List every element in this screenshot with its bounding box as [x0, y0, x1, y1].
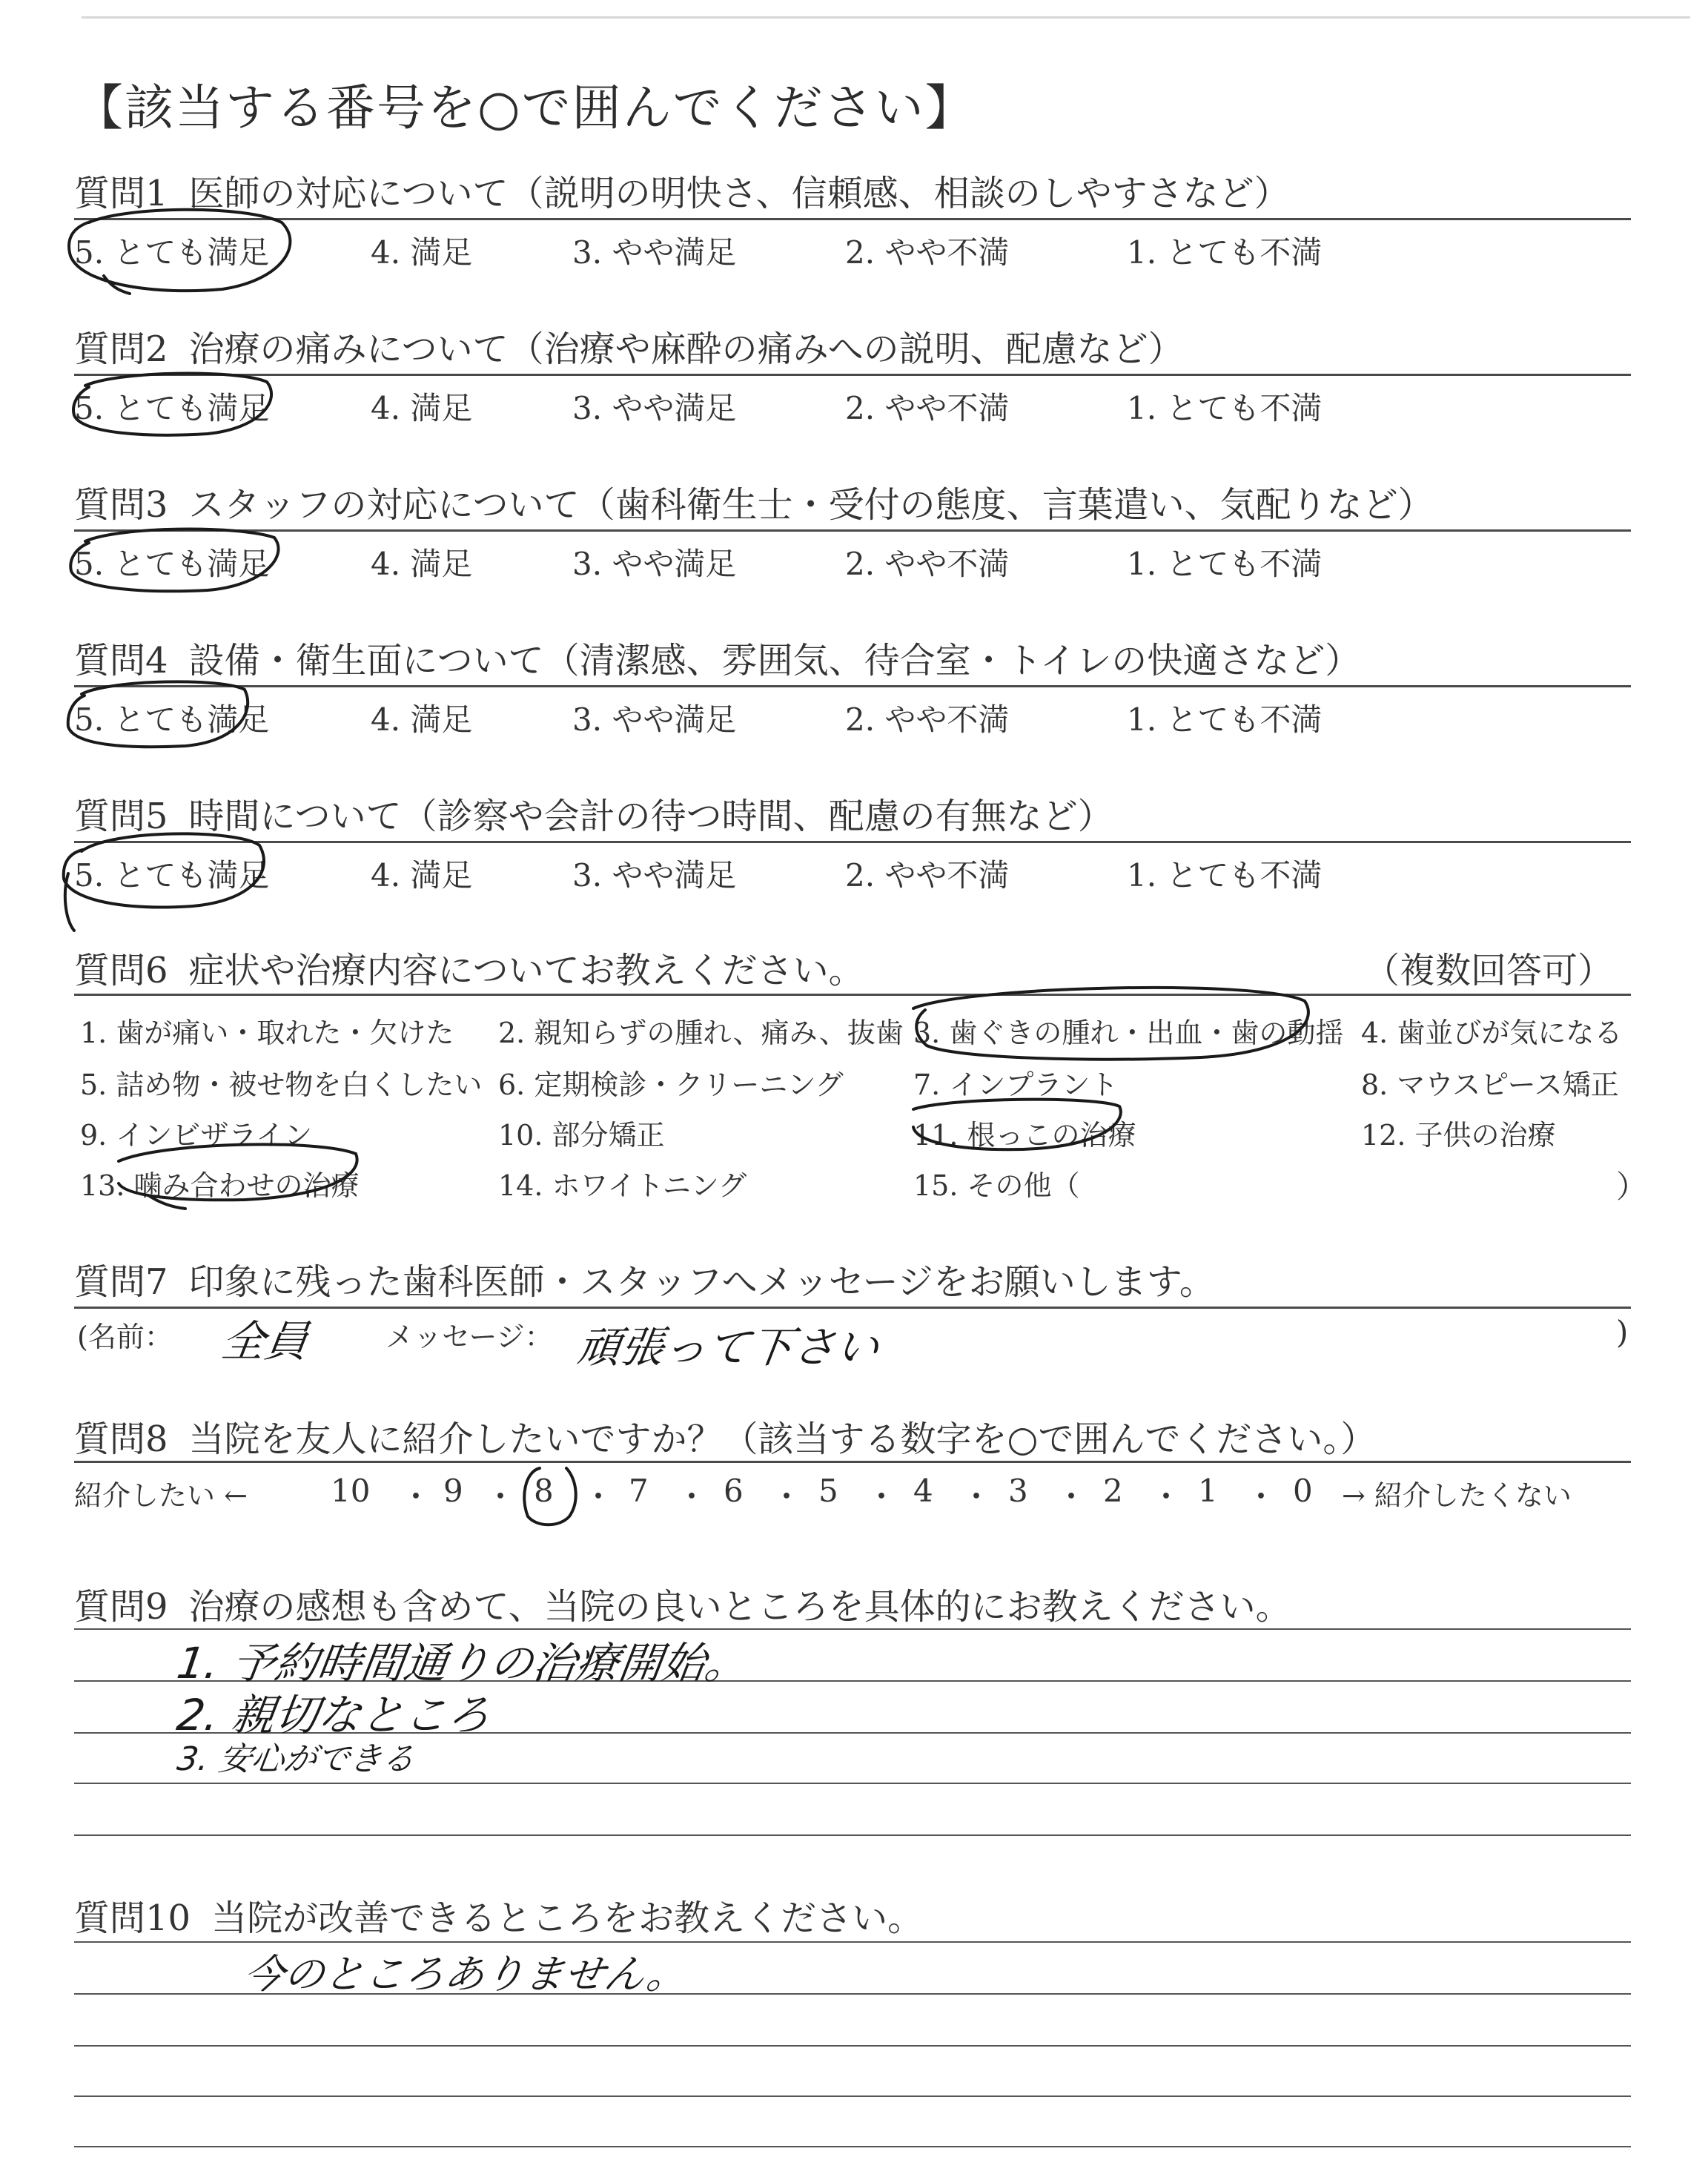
q4-option-5[interactable]: 5. とても満足: [74, 701, 270, 738]
q4-option-1[interactable]: 1. とても不満: [1127, 701, 1323, 738]
q1-option-4[interactable]: 4. 満足: [371, 234, 473, 271]
scale-0[interactable]: 0: [1293, 1473, 1313, 1509]
q6-item-13[interactable]: 13. 噛み合わせの治療: [80, 1169, 360, 1202]
q1-option-2[interactable]: 2. やや不満: [845, 234, 1010, 271]
q6-item-15[interactable]: 15. その他（: [913, 1169, 1080, 1202]
question-4: [74, 632, 1360, 683]
q6-item-1[interactable]: 1. 歯が痛い・取れた・欠けた: [80, 1017, 454, 1049]
q2-option-2[interactable]: 2. やや不満: [845, 390, 1010, 426]
writing-line: [74, 2095, 1631, 2097]
writing-line: [74, 1834, 1631, 1836]
scale-dot: ・: [1245, 1479, 1277, 1515]
question-8: [74, 1410, 1376, 1462]
scale-8[interactable]: 8: [534, 1473, 554, 1509]
q3-option-5[interactable]: 5. とても満足: [74, 546, 270, 582]
scale-dot: ・: [485, 1479, 517, 1515]
question-7: [74, 1253, 1215, 1304]
other-close-paren: ）: [1616, 1169, 1648, 1205]
q6-item-12[interactable]: 12. 子供の治療: [1361, 1119, 1556, 1152]
recommend-left-label: 紹介したい ←: [74, 1479, 248, 1512]
q1-option-5[interactable]: 5. とても満足: [74, 234, 270, 271]
question-number: 質問2: [74, 328, 168, 370]
q5-option-3[interactable]: 3. やや満足: [572, 857, 737, 894]
question-text: 治療の痛みについて（治療や麻酔の痛みへの説明、配慮など）: [188, 328, 1184, 370]
question-number: 質問4: [74, 640, 168, 681]
q3-option-2[interactable]: 2. やや不満: [845, 546, 1010, 582]
q5-option-4[interactable]: 4. 満足: [371, 857, 473, 894]
question-5: [74, 787, 1113, 839]
scale-4[interactable]: 4: [913, 1473, 933, 1509]
question-2: [74, 320, 1184, 371]
q6-item-3[interactable]: 3. 歯ぐきの腫れ・出血・歯の動揺: [913, 1017, 1344, 1049]
question-number: 質問5: [74, 796, 168, 837]
question-3: [74, 476, 1434, 527]
handwritten-name[interactable]: 全員: [218, 1316, 312, 1367]
question-number: 質問3: [74, 484, 168, 526]
scale-dot: ・: [676, 1479, 708, 1515]
handwritten-improvement[interactable]: 今のところありません。: [241, 1951, 691, 1998]
q5-option-1[interactable]: 1. とても不満: [1127, 857, 1323, 894]
question-text: 印象に残った歯科医師・スタッフへメッセージをお願いします。: [188, 1261, 1215, 1303]
q1-option-3[interactable]: 3. やや満足: [572, 234, 737, 271]
question-text: スタッフの対応について（歯科衛生士・受付の態度、言葉遣い、気配りなど）: [188, 484, 1434, 526]
message-close-paren: ): [1616, 1314, 1629, 1350]
writing-line: [74, 1783, 1631, 1784]
writing-line: [74, 2045, 1631, 2047]
rule: [74, 374, 1631, 376]
writing-line: [74, 2146, 1631, 2147]
scale-dot: ・: [400, 1479, 432, 1515]
q5-option-5[interactable]: 5. とても満足: [74, 857, 270, 894]
q4-option-2[interactable]: 2. やや不満: [845, 701, 1010, 738]
scale-10[interactable]: 10: [331, 1473, 371, 1509]
question-text: 当院を友人に紹介したいですか？（該当する数字を○で囲んでください。）: [188, 1418, 1377, 1460]
scale-dot: ・: [771, 1479, 803, 1515]
question-text: 症状や治療内容についてお教えください。: [188, 950, 864, 991]
question-number: 質問10: [74, 1898, 191, 1939]
scale-dot: ・: [583, 1479, 615, 1515]
handwritten-answer-1[interactable]: 1. 予約時間通りの治療開始。: [173, 1638, 752, 1688]
question-10: [74, 1889, 923, 1941]
scale-1[interactable]: 1: [1198, 1473, 1218, 1509]
scale-dot: ・: [1056, 1479, 1088, 1515]
multiple-answers-note: （複数回答可）: [1364, 950, 1614, 991]
rule: [74, 994, 1631, 996]
scale-dot: ・: [866, 1479, 898, 1515]
rule: [74, 529, 1631, 532]
handwritten-answer-2[interactable]: 2. 親切なところ: [173, 1690, 494, 1740]
q6-item-10[interactable]: 10. 部分矯正: [498, 1119, 665, 1152]
scale-7[interactable]: 7: [629, 1473, 649, 1509]
scale-9[interactable]: 9: [443, 1473, 463, 1509]
question-number: 質問1: [74, 173, 168, 214]
question-text: 当院が改善できるところをお教えください。: [211, 1898, 924, 1939]
question-text: 治療の感想も含めて、当院の良いところを具体的にお教えください。: [188, 1586, 1291, 1628]
question-text: 時間について（診察や会計の待つ時間、配慮の有無など）: [188, 796, 1113, 837]
rule: [74, 685, 1631, 687]
q6-item-6[interactable]: 6. 定期検診・クリーニング: [498, 1069, 844, 1101]
top-border: [82, 16, 1690, 19]
question-text: 医師の対応について（説明の明快さ、信頼感、相談のしやすさなど）: [188, 173, 1290, 214]
q6-item-5[interactable]: 5. 詰め物・被せ物を白くしたい: [80, 1069, 483, 1101]
q2-option-4[interactable]: 4. 満足: [371, 390, 473, 426]
q1-option-1[interactable]: 1. とても不満: [1127, 234, 1323, 271]
scale-6[interactable]: 6: [724, 1473, 744, 1509]
q6-item-8[interactable]: 8. マウスピース矯正: [1361, 1069, 1619, 1101]
q5-option-2[interactable]: 2. やや不満: [845, 857, 1010, 894]
scale-5[interactable]: 5: [818, 1473, 838, 1509]
question-number: 質問7: [74, 1261, 168, 1303]
q6-item-2[interactable]: 2. 親知らずの腫れ、痛み、抜歯: [498, 1017, 904, 1049]
q3-option-3[interactable]: 3. やや満足: [572, 546, 737, 582]
q4-option-4[interactable]: 4. 満足: [371, 701, 473, 738]
rule: [74, 218, 1631, 220]
page-title: 【該当する番号を○で囲んでください】: [74, 79, 976, 136]
question-1: [74, 165, 1290, 216]
q2-option-1[interactable]: 1. とても不満: [1127, 390, 1323, 426]
scale-2[interactable]: 2: [1103, 1473, 1123, 1509]
handwritten-answer-3[interactable]: 3. 安心ができる: [174, 1740, 417, 1778]
question-number: 質問6: [74, 950, 168, 991]
scale-dot: ・: [961, 1479, 993, 1515]
handwritten-message[interactable]: 頑張って下さい: [574, 1322, 883, 1373]
message-label: メッセージ：: [385, 1321, 553, 1353]
question-text: 設備・衛生面について（清潔感、雰囲気、待合室・トイレの快適さなど）: [188, 640, 1361, 681]
name-label: (名前：: [77, 1321, 173, 1353]
scale-dot: ・: [1151, 1479, 1182, 1515]
q2-option-3[interactable]: 3. やや満足: [572, 390, 737, 426]
q6-item-7[interactable]: 7. インプラント: [913, 1069, 1119, 1101]
question-9: [74, 1578, 1291, 1629]
recommend-right-label: → 紹介したくない: [1342, 1479, 1572, 1512]
q6-item-4[interactable]: 4. 歯並びが気になる: [1361, 1017, 1623, 1049]
rule: [74, 841, 1631, 843]
q2-option-5[interactable]: 5. とても満足: [74, 390, 270, 426]
q4-option-3[interactable]: 3. やや満足: [572, 701, 737, 738]
rule: [74, 1461, 1631, 1463]
question-6: [74, 942, 864, 993]
q3-option-4[interactable]: 4. 満足: [371, 546, 473, 582]
q3-option-1[interactable]: 1. とても不満: [1127, 546, 1323, 582]
question-number: 質問9: [74, 1586, 168, 1628]
q6-item-14[interactable]: 14. ホワイトニング: [498, 1169, 747, 1202]
q6-item-11[interactable]: 11. 根っこの治療: [913, 1119, 1136, 1152]
question-number: 質問8: [74, 1418, 168, 1460]
scale-3[interactable]: 3: [1008, 1473, 1028, 1509]
q6-item-9[interactable]: 9. インビザライン: [80, 1119, 313, 1152]
